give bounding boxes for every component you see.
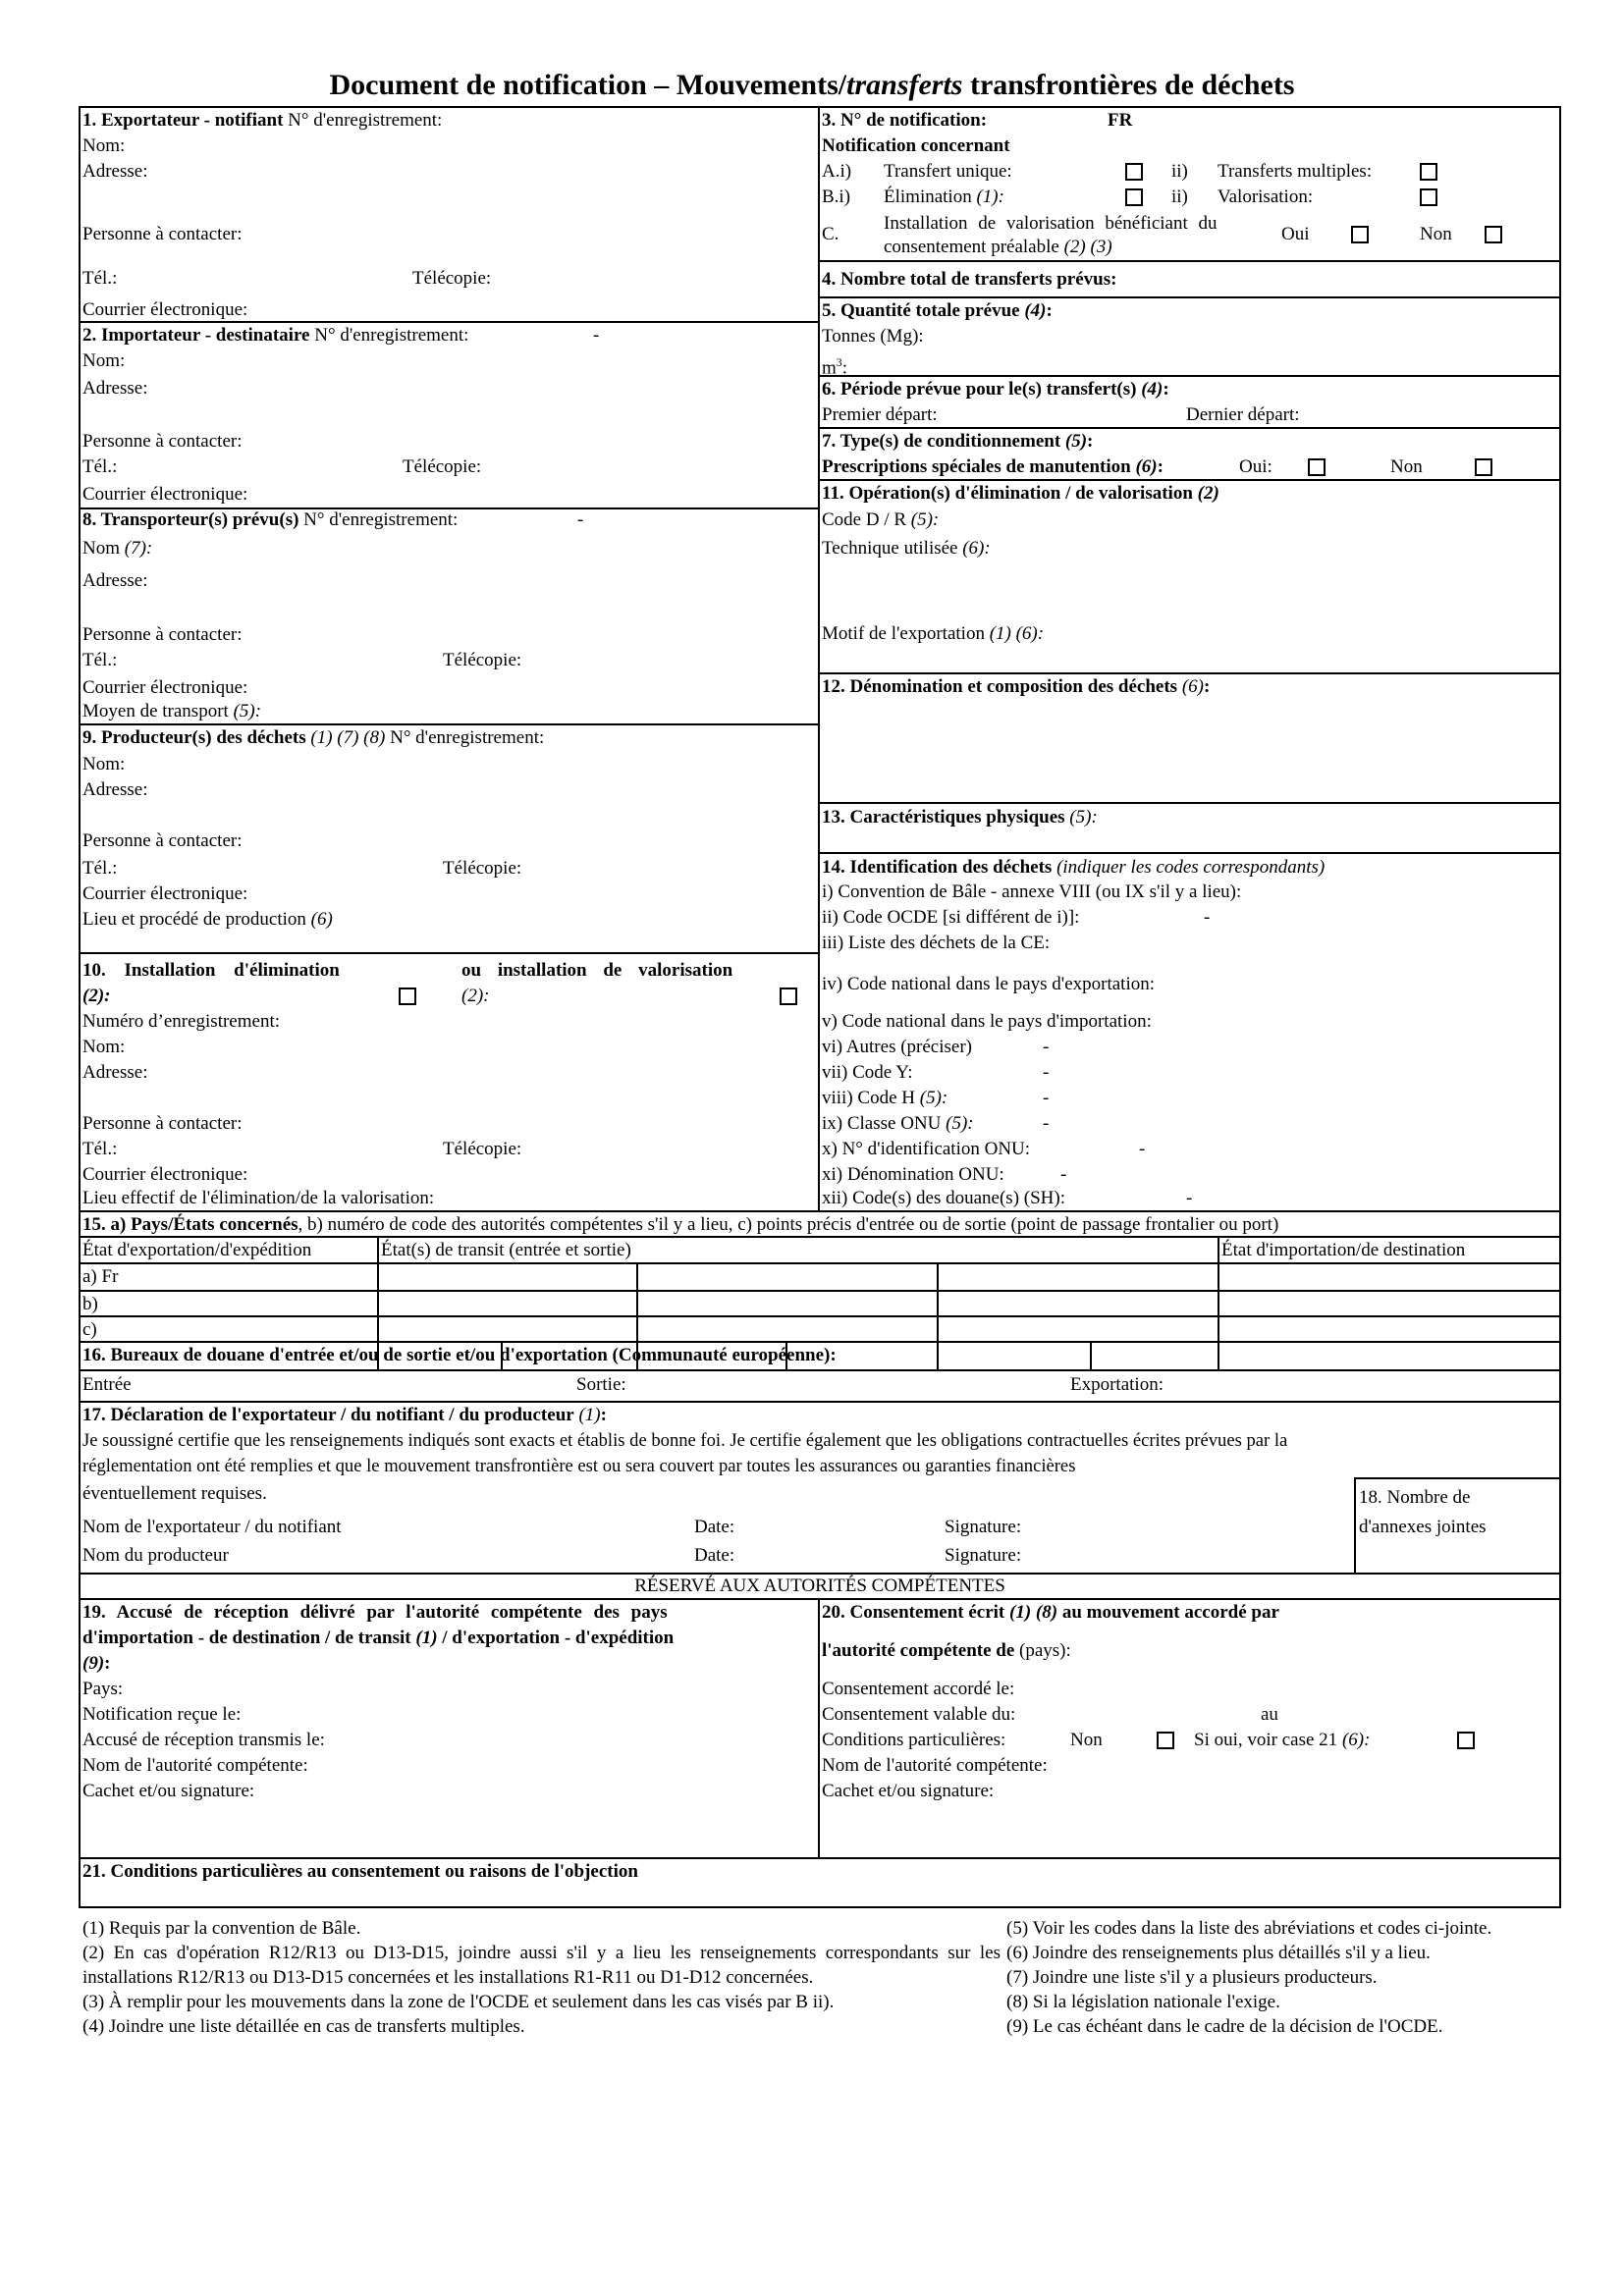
- s8-email-label: Courrier électronique:: [82, 677, 248, 698]
- s14-item-dash: -: [1043, 1062, 1050, 1083]
- s10-heading-valorisation: ou installation de valorisation: [461, 960, 733, 981]
- s2-heading: 2. Importateur - destinataire N° d'enregistrement:: [82, 325, 469, 346]
- s14-item-label: ii) Code OCDE [si différent de i)]:: [822, 907, 1080, 928]
- footnotes-right: [1006, 1916, 1559, 2039]
- s3-c-text2: consentement préalable (2) (3): [884, 237, 1112, 257]
- s19-autorite-label: Nom de l'autorité compétente:: [82, 1755, 308, 1776]
- s11-technique-label: Technique utilisée (6):: [822, 538, 991, 559]
- s3-elimination-label: Élimination (1):: [884, 187, 1004, 207]
- s2-nom-label: Nom:: [82, 350, 126, 371]
- s14-item-label: i) Convention de Bâle - annexe VIII (ou IX s'il y a lieu):: [822, 881, 1242, 902]
- footnote-7: (7) Joindre une liste s'il y a plusieurs producteurs.: [1006, 1967, 1378, 1988]
- s2-adresse-label: Adresse:: [82, 378, 148, 399]
- s19-heading-line3: (9):: [82, 1653, 111, 1674]
- s20-si-oui-checkbox[interactable]: [1457, 1732, 1475, 1749]
- s7-oui-checkbox[interactable]: [1308, 458, 1326, 476]
- s1-nom-label: Nom:: [82, 135, 126, 156]
- s17-signature-label-2: Signature:: [945, 1545, 1022, 1566]
- s19-accuse-label: Accusé de réception transmis le:: [82, 1730, 325, 1750]
- s3-valorisation-checkbox[interactable]: [1420, 188, 1437, 206]
- s16-sortie-label: Sortie:: [576, 1374, 626, 1395]
- s3-multiple-checkbox[interactable]: [1420, 163, 1437, 181]
- s10-tel-label: Tél.:: [82, 1139, 118, 1159]
- s10-lieu-label: Lieu effectif de l'élimination/de la valorisation:: [82, 1188, 435, 1208]
- s20-non-checkbox[interactable]: [1157, 1732, 1174, 1749]
- s14-item-label: x) N° d'identification ONU:: [822, 1139, 1031, 1159]
- s2-tel-label: Tél.:: [82, 456, 118, 477]
- s20-valable-label: Consentement valable du:: [822, 1704, 1016, 1725]
- s17-name-exp-label: Nom de l'exportateur / du notifiant: [82, 1517, 342, 1537]
- s3-bi-label: B.i): [822, 187, 851, 207]
- s3-unique-checkbox[interactable]: [1125, 163, 1143, 181]
- s10-heading-elimination: 10. Installation d'élimination: [82, 960, 340, 981]
- s8-fax-label: Télécopie:: [443, 650, 522, 670]
- s3-elimination-checkbox[interactable]: [1125, 188, 1143, 206]
- s17-heading: 17. Déclaration de l'exportateur / du notifiant / du producteur (1):: [82, 1405, 607, 1425]
- s16-heading: 16. Bureaux de douane d'entrée et/ou de sortie et/ou d'exportation (Communauté européenne):: [82, 1345, 837, 1365]
- s14-item-label: iv) Code national dans le pays d'exportation:: [822, 974, 1156, 994]
- s14-item-label: vii) Code Y:: [822, 1062, 913, 1083]
- s19-cachet-label: Cachet et/ou signature:: [82, 1781, 255, 1801]
- footnote-1: (1) Requis par la convention de Bâle.: [82, 1918, 361, 1939]
- s11-code-label: Code D / R (5):: [822, 509, 940, 530]
- s20-autorite-label: Nom de l'autorité compétente:: [822, 1755, 1048, 1776]
- s14-item-dash: -: [1139, 1139, 1146, 1159]
- s20-si-oui-label: Si oui, voir case 21 (6):: [1194, 1730, 1371, 1750]
- s6-heading: 6. Période prévue pour le(s) transfert(s) (4):: [822, 379, 1169, 400]
- s17-date-label-2: Date:: [694, 1545, 735, 1566]
- s15-col-transit: État(s) de transit (entrée et sortie): [381, 1240, 631, 1260]
- s10-adresse-label: Adresse:: [82, 1062, 148, 1083]
- s14-item-dash: -: [1043, 1113, 1050, 1134]
- s9-adresse-label: Adresse:: [82, 779, 148, 800]
- s18-label-line1: 18. Nombre de: [1359, 1487, 1471, 1508]
- s7-special-label: Prescriptions spéciales de manutention (6):: [822, 456, 1164, 477]
- s3-c-label: C.: [822, 224, 839, 244]
- footnote-5: (5) Voir les codes dans la liste des abréviations et codes ci-jointe.: [1006, 1918, 1492, 1939]
- s5-heading: 5. Quantité totale prévue (4):: [822, 300, 1053, 321]
- s10-reg-label: Numéro d’enregistrement:: [82, 1011, 281, 1032]
- s3-ii-label-1: ii): [1171, 161, 1188, 182]
- s17-name-prod-label: Nom du producteur: [82, 1545, 229, 1566]
- s9-fax-label: Télécopie:: [443, 858, 522, 879]
- s20-cachet-label: Cachet et/ou signature:: [822, 1781, 995, 1801]
- footnote-4: (4) Joindre une liste détaillée en cas de transferts multiples.: [82, 2016, 525, 2037]
- s3-ii-label-2: ii): [1171, 187, 1188, 207]
- s10-note-valorisation: (2):: [461, 986, 490, 1006]
- s17-text-line1: Je soussigné certifie que les renseignements indiqués sont exacts et établis de bonne foi. Je certifie également que les obligations contractuelles écrites prévues par la: [82, 1430, 1288, 1451]
- s2-dash: -: [593, 325, 600, 346]
- s16-export-label: Exportation:: [1070, 1374, 1164, 1395]
- s8-heading: 8. Transporteur(s) prévu(s) N° d'enregistrement:: [82, 509, 459, 530]
- s9-email-label: Courrier électronique:: [82, 883, 248, 904]
- s4-heading: 4. Nombre total de transferts prévus:: [822, 269, 1117, 290]
- s14-item-label: iii) Liste des déchets de la CE:: [822, 933, 1051, 953]
- s20-accorde-label: Consentement accordé le:: [822, 1679, 1015, 1699]
- s15-heading: 15. a) Pays/États concernés, b) numéro de code des autorités compétentes s'il y a lieu, c) points précis d'entrée ou de sortie (point de passage frontalier ou port): [82, 1214, 1279, 1235]
- s8-contact-label: Personne à contacter:: [82, 624, 243, 645]
- s5-m3-label: $m^3$:: [822, 355, 848, 379]
- footnote-3: (3) À remplir pour les mouvements dans la zone de l'OCDE et seulement dans les cas visés par B ii).: [82, 1992, 835, 2012]
- s3-heading: 3. N° de notification:: [822, 110, 988, 131]
- s2-fax-label: Télécopie:: [403, 456, 482, 477]
- s19-recue-label: Notification reçue le:: [82, 1704, 242, 1725]
- s14-item-label: xii) Code(s) des douane(s) (SH):: [822, 1188, 1066, 1208]
- s3-c-oui-label: Oui: [1281, 224, 1310, 244]
- s20-non-label: Non: [1070, 1730, 1103, 1750]
- s15-row-a: a) Fr: [82, 1266, 119, 1287]
- s15-col-import: État d'importation/de destination: [1221, 1240, 1466, 1260]
- s8-transport-label: Moyen de transport (5):: [82, 701, 262, 721]
- s15-row-b: b): [82, 1294, 98, 1314]
- column-divider: [818, 106, 820, 1210]
- s10-email-label: Courrier électronique:: [82, 1164, 248, 1185]
- s20-au-label: au: [1261, 1704, 1278, 1725]
- s19-heading-line1: 19. Accusé de réception délivré par l'autorité compétente des pays: [82, 1602, 668, 1623]
- s12-heading: 12. Dénomination et composition des déchets (6):: [822, 676, 1211, 697]
- s6-last-label: Dernier départ:: [1186, 404, 1300, 425]
- s2-contact-label: Personne à contacter:: [82, 431, 243, 452]
- s10-note-elimination: (2):: [82, 986, 111, 1006]
- s20-heading-line2: l'autorité compétente de (pays):: [822, 1640, 1071, 1661]
- s10-nom-label: Nom:: [82, 1037, 126, 1057]
- s14-item-label: v) Code national dans le pays d'importation:: [822, 1011, 1152, 1032]
- s7-heading: 7. Type(s) de conditionnement (5):: [822, 431, 1094, 452]
- s15-row-c: c): [82, 1319, 97, 1340]
- s3-ai-label: A.i): [822, 161, 852, 182]
- s10-elimination-checkbox[interactable]: [399, 988, 416, 1005]
- s16-entree-label: Entrée: [82, 1374, 132, 1395]
- s11-motif-label: Motif de l'exportation (1) (6):: [822, 623, 1045, 644]
- s8-tel-label: Tél.:: [82, 650, 118, 670]
- s7-oui-label: Oui:: [1239, 456, 1272, 477]
- s8-dash: -: [577, 509, 584, 530]
- document-title: Document de notification – Mouvements/transferts transfrontières de déchets: [329, 69, 1295, 101]
- s3-c-oui-checkbox[interactable]: [1351, 226, 1369, 243]
- s1-fax-label: Télécopie:: [412, 268, 492, 289]
- footnote-2: (2) En cas d'opération R12/R13 ou D13-D15, joindre aussi s'il y a lieu les renseignements correspondants sur les installations R12/R13 ou D13-D15 concernées et les installations R1-R11 ou D1-D12 concernées.: [82, 1943, 1001, 1988]
- footnote-6: (6) Joindre des renseignements plus détaillés s'il y a lieu.: [1006, 1943, 1431, 1963]
- s3-country: FR: [1108, 110, 1133, 131]
- s10-fax-label: Télécopie:: [443, 1139, 522, 1159]
- footnote-9: (9) Le cas échéant dans le cadre de la décision de l'OCDE.: [1006, 2016, 1443, 2037]
- s14-item-label: viii) Code H (5):: [822, 1088, 948, 1108]
- s14-item-dash: -: [1204, 907, 1211, 928]
- s19-pays-label: Pays:: [82, 1679, 124, 1699]
- footnote-8: (8) Si la législation nationale l'exige.: [1006, 1992, 1280, 2012]
- s14-heading: 14. Identification des déchets (indiquer les codes correspondants): [822, 857, 1326, 878]
- s7-non-label: Non: [1390, 456, 1423, 477]
- s9-tel-label: Tél.:: [82, 858, 118, 879]
- s15-col-export: État d'exportation/d'expédition: [82, 1240, 312, 1260]
- s18-label-line2: d'annexes jointes: [1359, 1517, 1487, 1537]
- s20-heading: 20. Consentement écrit (1) (8) au mouvement accordé par: [822, 1602, 1279, 1623]
- s3-valorisation-label: Valorisation:: [1218, 187, 1314, 207]
- s17-signature-label-1: Signature:: [945, 1517, 1022, 1537]
- s8-nom-label: Nom (7):: [82, 538, 153, 559]
- s1-tel-label: Tél.:: [82, 268, 118, 289]
- s3-concerning: Notification concernant: [822, 135, 1010, 156]
- s17-text-line3: éventuellement requises.: [82, 1483, 267, 1504]
- s1-contact-label: Personne à contacter:: [82, 224, 243, 244]
- s20-conditions-label: Conditions particulières:: [822, 1730, 1006, 1750]
- s9-contact-label: Personne à contacter:: [82, 830, 243, 851]
- s5-tonnes-label: Tonnes (Mg):: [822, 326, 924, 347]
- s19-heading-line2: d'importation - de destination / de transit (1) / d'exportation - d'expédition: [82, 1628, 675, 1648]
- s10-valorisation-checkbox[interactable]: [780, 988, 797, 1005]
- reserved-banner: RÉSERVÉ AUX AUTORITÉS COMPÉTENTES: [634, 1575, 1005, 1596]
- s9-lieu-label: Lieu et procédé de production (6): [82, 909, 333, 930]
- s2-email-label: Courrier électronique:: [82, 484, 248, 505]
- s14-item-label: ix) Classe ONU (5):: [822, 1113, 974, 1134]
- s14-item-label: xi) Dénomination ONU:: [822, 1164, 1004, 1185]
- s14-item-dash: -: [1043, 1037, 1050, 1057]
- s21-heading: 21. Conditions particulières au consentement ou raisons de l'objection: [82, 1861, 638, 1882]
- s6-first-label: Premier départ:: [822, 404, 938, 425]
- s9-heading: 9. Producteur(s) des déchets (1) (7) (8) N° d'enregistrement:: [82, 727, 545, 748]
- s3-multiple-label: Transferts multiples:: [1218, 161, 1373, 182]
- s1-email-label: Courrier électronique:: [82, 299, 248, 320]
- s7-non-checkbox[interactable]: [1475, 458, 1492, 476]
- s10-contact-label: Personne à contacter:: [82, 1113, 243, 1134]
- s3-c-text1: Installation de valorisation bénéficiant du: [884, 213, 1218, 234]
- s1-adresse-label: Adresse:: [82, 161, 148, 182]
- s17-text-line2: réglementation ont été remplies et que le mouvement transfrontière est ou sera couvert par toutes les assurances ou garanties financières: [82, 1456, 1076, 1476]
- s8-adresse-label: Adresse:: [82, 570, 148, 591]
- s14-item-dash: -: [1043, 1088, 1050, 1108]
- s14-item-dash: -: [1060, 1164, 1067, 1185]
- s14-item-dash: -: [1186, 1188, 1193, 1208]
- s3-c-non-checkbox[interactable]: [1485, 226, 1502, 243]
- s14-item-label: vi) Autres (préciser): [822, 1037, 972, 1057]
- s3-c-non-label: Non: [1420, 224, 1452, 244]
- s1-heading: 1. Exportateur - notifiant N° d'enregistrement:: [82, 110, 443, 131]
- s3-unique-label: Transfert unique:: [884, 161, 1012, 182]
- s11-heading: 11. Opération(s) d'élimination / de valorisation (2): [822, 483, 1219, 504]
- s13-heading: 13. Caractéristiques physiques (5):: [822, 807, 1098, 828]
- s17-date-label-1: Date:: [694, 1517, 735, 1537]
- s9-nom-label: Nom:: [82, 754, 126, 774]
- footnotes-left: [82, 1916, 1001, 2039]
